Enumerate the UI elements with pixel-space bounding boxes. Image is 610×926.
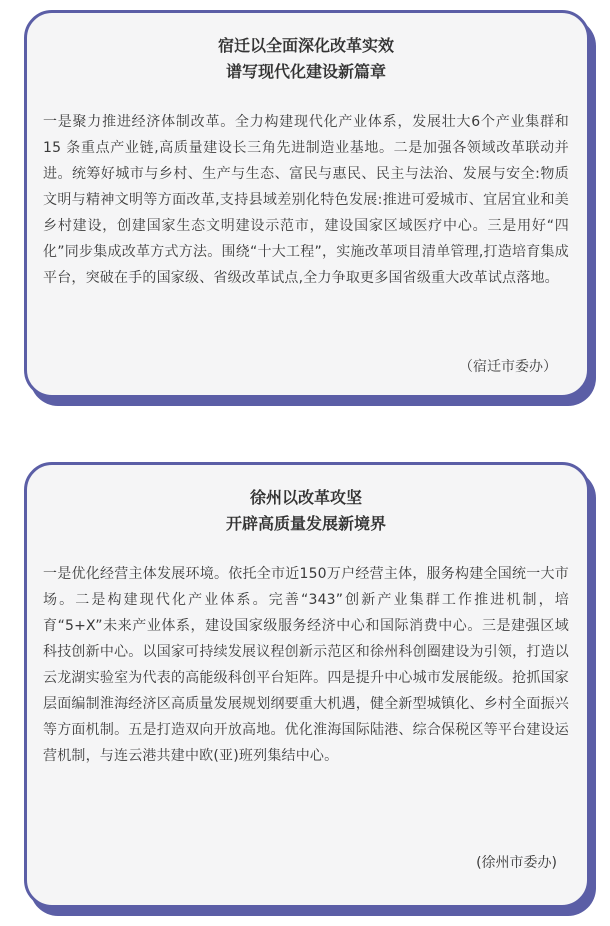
- card-source: (徐州市委办): [476, 855, 557, 871]
- card-title: [43, 33, 569, 85]
- article-card-suqian: [24, 10, 590, 398]
- title-line-1: 宿迁以全面深化改革实效: [217, 36, 394, 55]
- card-body: [24, 462, 590, 908]
- card-paragraph: 一是聚力推进经济体制改革。全力构建现代化产业体系，发展壮大6个产业集群和 15 条重点产业链,高质量建设长三角先进制造业基地。二是加强各领域改革联动并进。统筹好城市与乡村、生产与生态、富民与惠民、民主与法治、发展与安全:物质文明与精神文明等方面改革,支持县域差别化特色发展:推进可爱城市、宜居宜业和美乡村建设，创建国家生态文明建设示范市，建设国家区域医疗中心。三是用好“四化”同步集成改革方式方法。围绕“十大工程”，实施改革项目清单管理,打造培育集成平台，突破在手的国家级、省级改革试点,全力争取更多国省级重大改革试点落地。: [43, 114, 569, 286]
- title-line-2: 谱写现代化建设新篇章: [225, 62, 386, 81]
- title-line-1: 徐州以改革攻坚: [249, 488, 362, 507]
- card-source: （宿迁市委办）: [459, 359, 557, 375]
- card-paragraph: 一是优化经营主体发展环境。依托全市近150万户经营主体，服务构建全国统一大市场。二是构建现代化产业体系。完善“343”创新产业集群工作推进机制，培育“5+X”未来产业体系，建设国家级服务经济中心和国际消费中心。三是建强区域科技创新中心。以国家可持续发展议程创新示范区和徐州科创圈建设为引领，打造以云龙湖实验室为代表的高能级科创平台矩阵。四是提升中心城市发展能级。抢抓国家层面编制淮海经济区高质量发展规划纲要重大机遇，健全新型城镇化、乡村全面振兴等方面机制。五是打造双向开放高地。优化淮海国际陆港、综合保税区等平台建设运营机制，与连云港共建中欧(亚)班列集结中心。: [43, 566, 569, 764]
- article-card-xuzhou: [24, 462, 590, 908]
- card-title: [43, 485, 569, 537]
- card-body: [24, 10, 590, 398]
- title-line-2: 开辟高质量发展新境界: [225, 514, 386, 533]
